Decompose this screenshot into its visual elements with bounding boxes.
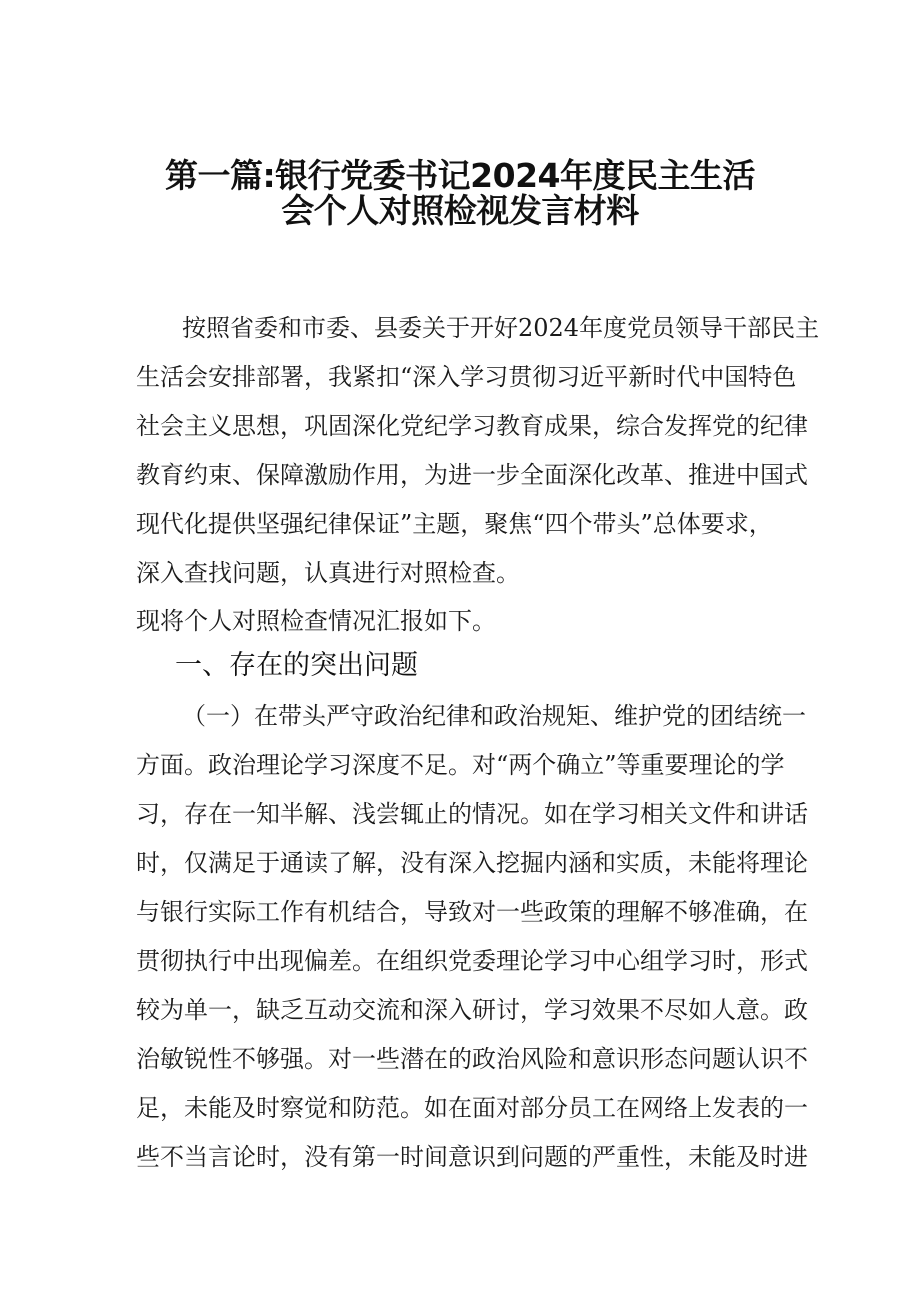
- section-paragraph-line: 方面。政治理论学习深度不足。对“两个确立”等重要理论的学: [136, 751, 785, 779]
- document-title-line-2: 会个人对照检视发言材料: [281, 191, 639, 230]
- section-paragraph-line: 足，未能及时察觉和防范。如在面对部分员工在网络上发表的一: [136, 1094, 808, 1122]
- section-paragraph-line: 时，仅满足于通读了解，没有深入挖掘内涵和实质，未能将理论: [136, 849, 808, 877]
- section-paragraph-line: 与银行实际工作有机结合，导致对一些政策的理解不够准确，在: [136, 898, 808, 926]
- section-paragraph-line: 些不当言论时，没有第一时间意识到问题的严重性，未能及时进: [136, 1143, 808, 1171]
- intro-paragraph-line: 生活会安排部署，我紧扣“深入学习贯彻习近平新时代中国特色: [136, 363, 797, 391]
- intro-paragraph-line: 按照省委和市委、县委关于开好2024年度党员领导干部民主: [182, 314, 820, 342]
- intro-paragraph-line: 现代化提供坚强纪律保证”主题，聚焦“四个带头”总体要求，: [136, 510, 773, 538]
- section-paragraph-line: 贯彻执行中出现偏差。在组织党委理论学习中心组学习时，形式: [136, 947, 808, 975]
- document-title-line-1: 第一篇:银行党委书记2024年度民主生活: [164, 156, 756, 195]
- intro-paragraph-line: 社会主义思想，巩固深化党纪学习教育成果，综合发挥党的纪律: [136, 412, 808, 440]
- section-paragraph-line: 习，存在一知半解、浅尝辄止的情况。如在学习相关文件和讲话: [136, 800, 808, 828]
- intro-paragraph-line: 教育约束、保障激励作用，为进一步全面深化改革、推进中国式: [136, 461, 808, 489]
- section-heading: 一、存在的突出问题: [175, 650, 418, 681]
- intro-paragraph-line: 现将个人对照检查情况汇报如下。: [136, 607, 496, 635]
- section-paragraph-line: 较为单一，缺乏互动交流和深入研讨，学习效果不尽如人意。政: [136, 996, 808, 1024]
- intro-paragraph-line: 深入查找问题，认真进行对照检查。: [136, 559, 520, 587]
- section-paragraph-line: 治敏锐性不够强。对一些潜在的政治风险和意识形态问题认识不: [136, 1045, 808, 1073]
- section-paragraph-line: （一）在带头严守政治纪律和政治规矩、维护党的团结统一: [182, 702, 806, 730]
